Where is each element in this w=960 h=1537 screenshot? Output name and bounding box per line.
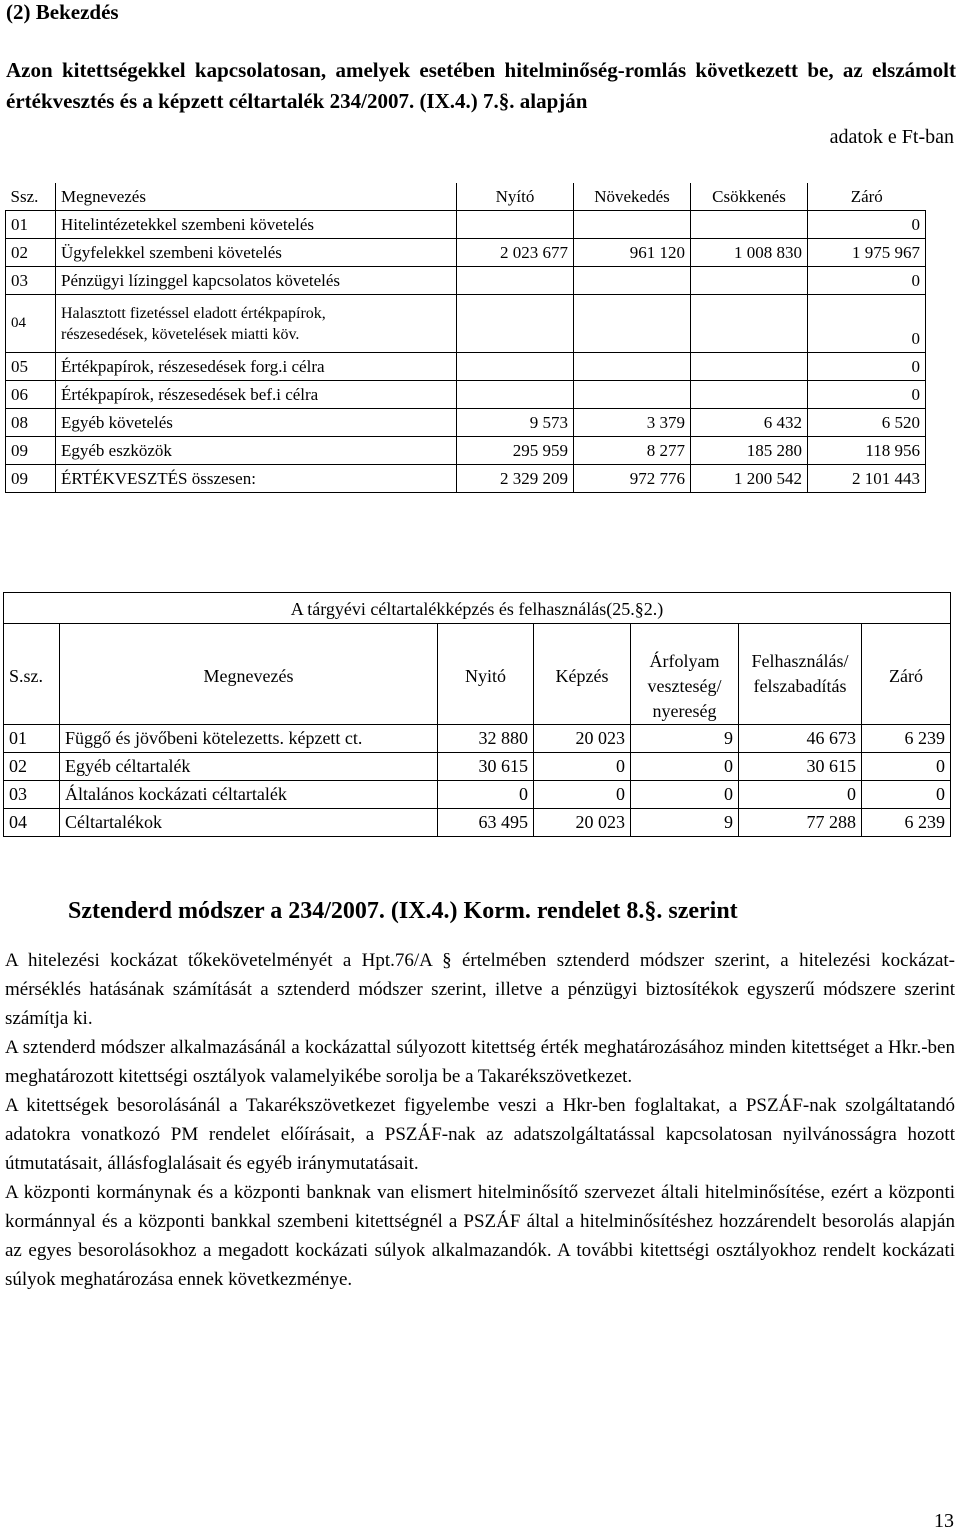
row-close: 0 <box>862 753 951 781</box>
row-decrease: 1 200 542 <box>691 465 808 493</box>
row-increase: 972 776 <box>574 465 691 493</box>
provision-table-title: A tárgyévi céltartalékképzés és felhasználás(25.§2.) <box>4 593 951 624</box>
row-name <box>56 295 457 353</box>
row-decrease <box>691 211 808 239</box>
row-ssz: 04 <box>4 809 60 837</box>
impairment-table <box>5 183 926 493</box>
row-name: ÉRTÉKVESZTÉS összesen: <box>56 465 457 493</box>
row-name: Függő és jövőbeni kötelezetts. képzett ct. <box>60 725 438 753</box>
table-row <box>4 725 951 753</box>
row-formation: 20 023 <box>534 809 631 837</box>
header-increase: Növekedés <box>574 183 691 211</box>
row-open <box>457 295 574 353</box>
row-increase <box>574 267 691 295</box>
row-increase <box>574 381 691 409</box>
header-close: Záró <box>808 183 926 211</box>
standard-method-title: Sztenderd módszer a 234/2007. (IX.4.) Korm. rendelet 8.§. szerint <box>68 898 738 924</box>
row-name: Értékpapírok, részesedések forg.i célra <box>56 353 457 381</box>
page-number: 13 <box>934 1510 954 1532</box>
table-row-total <box>6 465 926 493</box>
row-ssz: 02 <box>6 239 56 267</box>
header-fx <box>631 624 739 725</box>
header-ssz: Ssz. <box>6 183 56 211</box>
header-name: Megnevezés <box>60 624 438 725</box>
row-fx: 9 <box>631 809 739 837</box>
row-open: 32 880 <box>438 725 534 753</box>
row-open: 2 023 677 <box>457 239 574 267</box>
table-row <box>4 753 951 781</box>
row-close: 2 101 443 <box>808 465 926 493</box>
row-increase: 8 277 <box>574 437 691 465</box>
row-name: Hitelintézetekkel szembeni követelés <box>56 211 457 239</box>
row-close: 6 239 <box>862 725 951 753</box>
header-decrease: Csökkenés <box>691 183 808 211</box>
header-usage-line2: felszabadítás <box>753 676 847 696</box>
row-name: Ügyfelekkel szembeni követelés <box>56 239 457 267</box>
intro-paragraph: Azon kitettségekkel kapcsolatosan, amelyek esetében hitelminőség-romlás következett be, az elszámolt értékvesztés és a képzett céltartalék 234/2007. (IX.4.) 7.§. alapján <box>6 58 956 113</box>
row-close: 6 520 <box>808 409 926 437</box>
table-row <box>6 239 926 267</box>
row-increase: 961 120 <box>574 239 691 267</box>
row-close: 0 <box>808 295 926 353</box>
row-ssz: 05 <box>6 353 56 381</box>
table-row <box>6 295 926 353</box>
row-ssz: 01 <box>4 725 60 753</box>
header-open: Nyitó <box>438 624 534 725</box>
row-open: 30 615 <box>438 753 534 781</box>
row-name-line2: részesedések, követelések miatti köv. <box>61 325 300 343</box>
row-fx: 0 <box>631 753 739 781</box>
row-formation: 0 <box>534 781 631 809</box>
row-name-line1: Halasztott fizetéssel eladott értékpapírok, <box>61 304 326 322</box>
header-usage-line1: Felhasználás/ <box>751 651 849 671</box>
row-open: 2 329 209 <box>457 465 574 493</box>
header-fx-line3: nyereség <box>652 701 717 721</box>
row-ssz: 01 <box>6 211 56 239</box>
header-formation: Képzés <box>534 624 631 725</box>
row-open <box>457 381 574 409</box>
row-open: 0 <box>438 781 534 809</box>
row-open <box>457 211 574 239</box>
row-open: 63 495 <box>438 809 534 837</box>
row-close: 0 <box>808 267 926 295</box>
row-decrease <box>691 295 808 353</box>
row-fx: 0 <box>631 781 739 809</box>
row-name: Egyéb követelés <box>56 409 457 437</box>
paragraph: A központi kormánynak és a központi banknak van elismert hitelminősítő szervezet általi hitelminősítése, ezért a központi kormánnyal és a központi bankkal szembeni kitettségnél a PSZÁF által a hitelminősítéshez hozzárendelt besorolás alapján az egyes besorolásokhoz a megadott kockázati súlyok alkalmazandók. A további kitettségi osztályokhoz rendelt kockázati súlyok meghatározása ennek következménye. <box>5 1182 955 1290</box>
table-header-row <box>6 183 926 211</box>
row-decrease: 185 280 <box>691 437 808 465</box>
row-increase <box>574 295 691 353</box>
row-ssz: 03 <box>6 267 56 295</box>
paragraph: A sztenderd módszer alkalmazásánál a kockázattal súlyozott kitettség érték meghatározásához minden kitettséget a Hkr.-ben meghatározott kitettségi osztályok valamelyikébe sorolja be a Takarékszövetkezet. <box>5 1037 955 1087</box>
row-decrease <box>691 381 808 409</box>
table-row <box>6 353 926 381</box>
row-fx: 9 <box>631 725 739 753</box>
table-row <box>6 381 926 409</box>
row-name: Pénzügyi lízinggel kapcsolatos követelés <box>56 267 457 295</box>
table-row <box>6 211 926 239</box>
row-decrease: 6 432 <box>691 409 808 437</box>
row-close: 0 <box>808 211 926 239</box>
row-decrease <box>691 353 808 381</box>
header-usage <box>739 624 862 725</box>
provision-table <box>3 592 951 837</box>
header-fx-line2: veszteség/ <box>647 676 722 696</box>
row-name: Egyéb céltartalék <box>60 753 438 781</box>
paragraph: A hitelezési kockázat tőkekövetelményét a Hpt.76/A § értelmében sztenderd módszer szerint, a hitelezési kockázat-mérséklés hatásának számítását a sztenderd módszer szerint, illetve a pénzügyi biztosítékok egyszerű módszere szerint számítja ki. <box>5 950 955 1029</box>
row-close: 6 239 <box>862 809 951 837</box>
row-usage: 77 288 <box>739 809 862 837</box>
table-row <box>6 267 926 295</box>
row-close: 0 <box>862 781 951 809</box>
row-decrease: 1 008 830 <box>691 239 808 267</box>
header-close: Záró <box>862 624 951 725</box>
row-usage: 30 615 <box>739 753 862 781</box>
row-ssz: 08 <box>6 409 56 437</box>
row-formation: 20 023 <box>534 725 631 753</box>
row-decrease <box>691 267 808 295</box>
table-row <box>6 409 926 437</box>
row-ssz: 03 <box>4 781 60 809</box>
row-ssz: 09 <box>6 437 56 465</box>
row-name: Értékpapírok, részesedések bef.i célra <box>56 381 457 409</box>
row-close: 0 <box>808 381 926 409</box>
row-close: 0 <box>808 353 926 381</box>
row-increase: 3 379 <box>574 409 691 437</box>
table-row <box>6 437 926 465</box>
row-close: 118 956 <box>808 437 926 465</box>
row-name: Egyéb eszközök <box>56 437 457 465</box>
table-row <box>4 781 951 809</box>
header-fx-line1: Árfolyam <box>649 651 720 671</box>
header-open: Nyító <box>457 183 574 211</box>
row-name: Általános kockázati céltartalék <box>60 781 438 809</box>
row-open <box>457 353 574 381</box>
row-ssz: 02 <box>4 753 60 781</box>
row-increase <box>574 353 691 381</box>
row-ssz: 09 <box>6 465 56 493</box>
header-ssz: S.sz. <box>4 624 60 725</box>
row-usage: 46 673 <box>739 725 862 753</box>
table-row-total <box>4 809 951 837</box>
row-name: Céltartalékok <box>60 809 438 837</box>
section-heading: (2) Bekezdés <box>6 0 119 24</box>
row-usage: 0 <box>739 781 862 809</box>
units-label: adatok e Ft-ban <box>829 126 954 148</box>
row-open: 295 959 <box>457 437 574 465</box>
row-ssz: 06 <box>6 381 56 409</box>
body-text <box>5 946 955 1294</box>
row-formation: 0 <box>534 753 631 781</box>
header-name: Megnevezés <box>56 183 457 211</box>
row-open: 9 573 <box>457 409 574 437</box>
row-open <box>457 267 574 295</box>
row-increase <box>574 211 691 239</box>
paragraph: A kitettségek besorolásánál a Takarékszövetkezet figyelembe veszi a Hkr-ben foglaltakat, a PSZÁF-nak szolgáltatandó adatokra vonatkozó PM rendelet előírásait, a PSZÁF-nak az adatszolgáltatással kapcsolatosan nyilvánosságra hozott útmutatásait, állásfoglalásait és egyéb iránymutatásait. <box>5 1095 955 1174</box>
row-ssz: 04 <box>6 295 56 353</box>
row-close: 1 975 967 <box>808 239 926 267</box>
